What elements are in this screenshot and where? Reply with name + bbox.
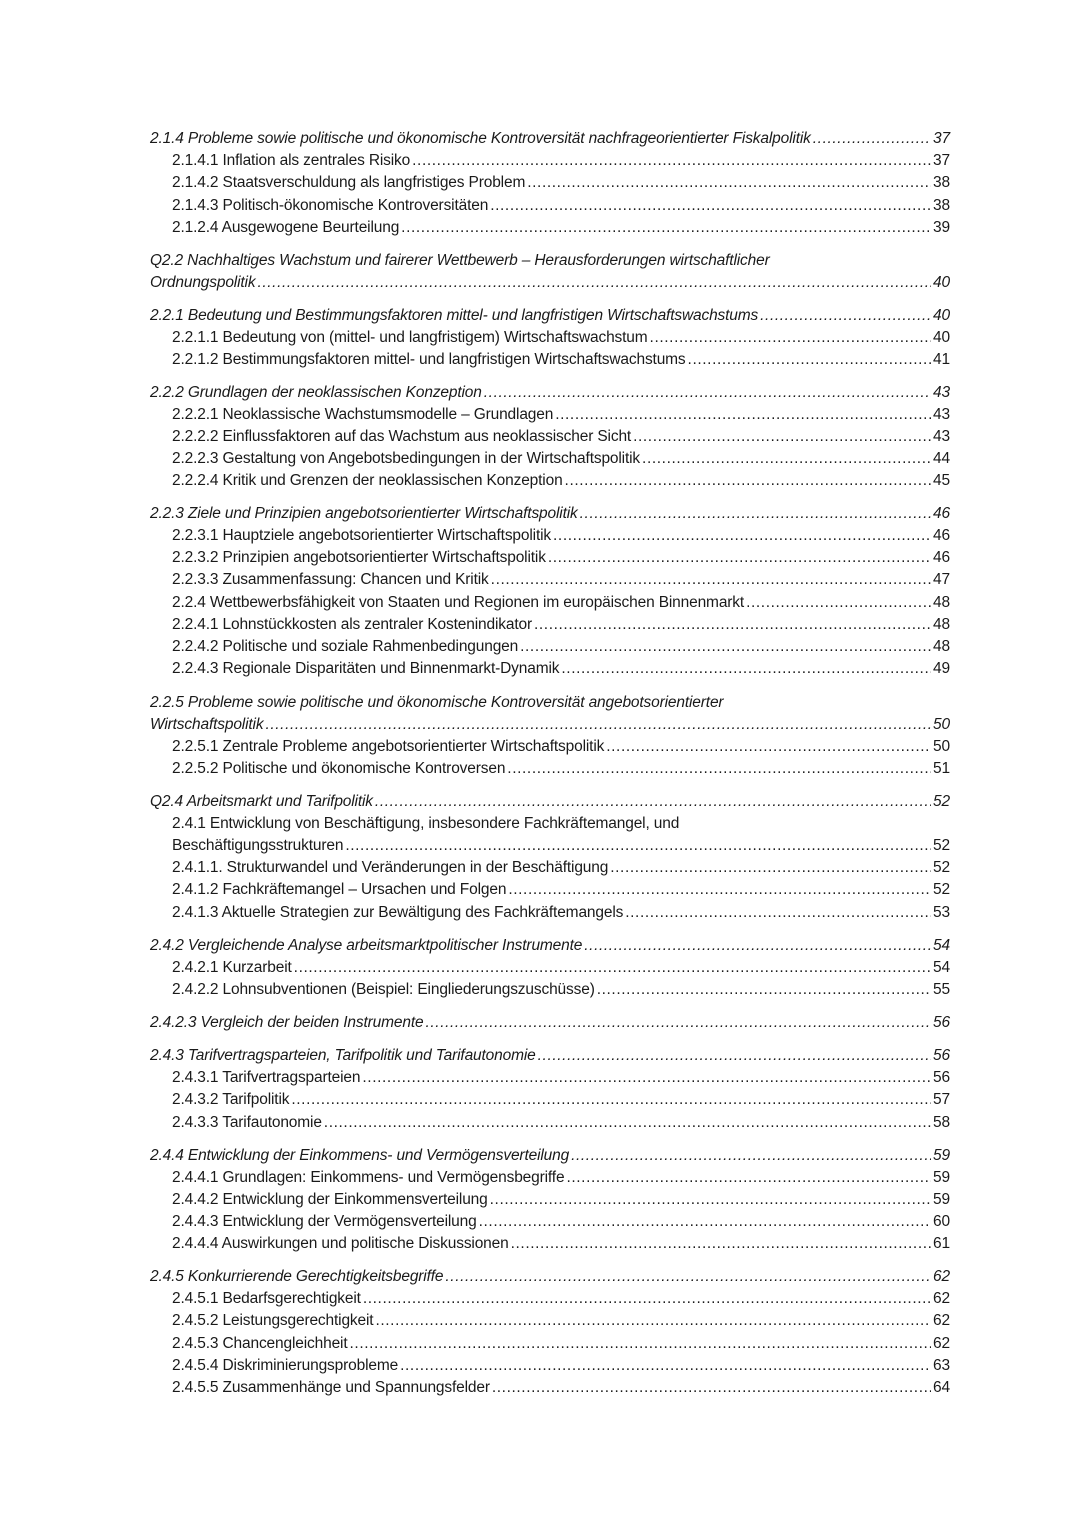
dot-leader: [324, 1112, 931, 1134]
toc-entry-title: 2.2.2.2 Einflussfaktoren auf das Wachstum aus neoklassischer Sicht: [172, 428, 632, 445]
toc-entry-page-number: 52: [933, 793, 950, 810]
toc-sub-entry: [172, 448, 950, 470]
toc-entry-title: 2.4.1.2 Fachkräftemangel – Ursachen und Folgen: [172, 881, 507, 898]
toc-entry-title: 2.2.2.4 Kritik und Grenzen der neoklassischen Konzeption: [172, 472, 563, 489]
toc-entry-title: 2.1.4.1 Inflation als zentrales Risiko: [172, 152, 411, 169]
dot-leader: [491, 569, 931, 591]
toc-sub-entry: [172, 217, 950, 239]
toc-entry-page-number: 47: [933, 571, 950, 588]
toc-entry-page-number: 59: [933, 1169, 950, 1186]
toc-entry-title: 2.4.5 Konkurrierende Gerechtigkeitsbegriffe: [150, 1268, 444, 1285]
toc-entry-title: 2.4.4.4 Auswirkungen und politische Diskussionen: [172, 1235, 509, 1252]
toc-sub-entry: [172, 470, 950, 492]
toc-entry-title: 2.4.3.3 Tarifautonomie: [172, 1114, 322, 1131]
dot-leader: [534, 614, 931, 636]
dot-leader: [294, 957, 931, 979]
toc-sub-entry: [172, 1067, 950, 1089]
toc-sub-entry: [172, 658, 950, 680]
dot-leader: [490, 195, 931, 217]
dot-leader: [571, 1145, 931, 1167]
toc-sub-entry: [172, 547, 950, 569]
toc-sub-entry: [172, 835, 950, 857]
toc-entry-page-number: 56: [933, 1069, 950, 1086]
dot-leader: [508, 879, 931, 901]
toc-sub-entry: [172, 1189, 950, 1211]
toc-entry-title: 2.2.1.2 Bestimmungsfaktoren mittel- und langfristigen Wirtschaftswachstums: [172, 351, 686, 368]
dot-leader: [445, 1266, 931, 1288]
toc-heading-entry: [150, 692, 950, 714]
toc-entry-page-number: 40: [933, 274, 950, 291]
toc-heading-entry: [150, 305, 950, 327]
dot-leader: [580, 503, 931, 525]
toc-sub-entry: [172, 636, 950, 658]
toc-entry-title: 2.2.4 Wettbewerbsfähigkeit von Staaten und Regionen im europäischen Binnenmarkt: [172, 594, 745, 611]
toc-sub-entry: [172, 813, 950, 835]
toc-entry-page-number: 54: [933, 959, 950, 976]
toc-heading-entry: [150, 503, 950, 525]
toc-entry-page-number: 59: [933, 1147, 950, 1164]
dot-leader: [584, 935, 931, 957]
dot-leader: [555, 404, 931, 426]
toc-entry-title: 2.4.1.3 Aktuelle Strategien zur Bewältigung des Fachkräftemangels: [172, 904, 624, 921]
toc-entry-page-number: 48: [933, 594, 950, 611]
toc-entry-title: 2.4.1.1. Strukturwandel und Veränderungen in der Beschäftigung: [172, 859, 609, 876]
toc-entry-title: Beschäftigungsstrukturen: [172, 837, 344, 854]
toc-entry-title: 2.4.2.3 Vergleich der beiden Instrumente: [150, 1014, 424, 1031]
toc-sub-entry: [172, 1211, 950, 1233]
toc-heading-entry: [150, 935, 950, 957]
toc-sub-entry: [172, 1377, 950, 1399]
toc-entry-title: 2.4.5.2 Leistungsgerechtigkeit: [172, 1312, 374, 1329]
toc-sub-entry: [172, 404, 950, 426]
toc-entry-title: 2.4.5.1 Bedarfsgerechtigkeit: [172, 1290, 361, 1307]
toc-entry-title: Wirtschaftspolitik: [150, 716, 264, 733]
toc-entry-title: 2.2.3.2 Prinzipien angebotsorientierter Wirtschaftspolitik: [172, 549, 546, 566]
toc-sub-entry: [172, 1355, 950, 1377]
toc-entry-title: 2.2.4.1 Lohnstückkosten als zentraler Kostenindikator: [172, 616, 532, 633]
toc-entry-title: 2.4.4.1 Grundlagen: Einkommens- und Vermögensbegriffe: [172, 1169, 565, 1186]
toc-entry-page-number: 63: [933, 1357, 950, 1374]
toc-entry-page-number: 64: [933, 1379, 950, 1396]
toc-entry-title: 2.4.1 Entwicklung von Beschäftigung, insbesondere Fachkräftemangel, und: [172, 815, 680, 832]
dot-leader: [746, 592, 931, 614]
toc-entry-title: 2.2.5.1 Zentrale Probleme angebotsorientierter Wirtschaftspolitik: [172, 738, 605, 755]
toc-sub-entry: [172, 1112, 950, 1134]
toc-entry-page-number: 43: [933, 384, 950, 401]
dot-leader: [400, 1355, 931, 1377]
toc-entry-page-number: 62: [933, 1268, 950, 1285]
toc-heading-entry: [150, 1012, 950, 1034]
toc-sub-entry: [172, 592, 950, 614]
dot-leader: [484, 382, 931, 404]
toc-entry-title: 2.2.3 Ziele und Prinzipien angebotsorientierter Wirtschaftspolitik: [150, 505, 578, 522]
toc-sub-entry: [172, 979, 950, 1001]
toc-entry-page-number: 40: [933, 307, 950, 324]
toc-entry-title: 2.4.3.2 Tarifpolitik: [172, 1091, 290, 1108]
toc-heading-entry: [150, 1045, 950, 1067]
toc-entry-title: 2.2.5.2 Politische und ökonomische Kontroversen: [172, 760, 506, 777]
toc-entry-title: 2.4.5.4 Diskriminierungsprobleme: [172, 1357, 399, 1374]
toc-entry-page-number: 43: [933, 428, 950, 445]
dot-leader: [610, 857, 931, 879]
toc-entry-page-number: 45: [933, 472, 950, 489]
toc-entry-title: 2.4.2 Vergleichende Analyse arbeitsmarktpolitischer Instrumente: [150, 937, 583, 954]
toc-entry-title: 2.4.4.3 Entwicklung der Vermögensverteilung: [172, 1213, 477, 1230]
toc-entry-page-number: 62: [933, 1290, 950, 1307]
dot-leader: [490, 1189, 931, 1211]
toc-entry-page-number: 40: [933, 329, 950, 346]
toc-heading-entry: [150, 1145, 950, 1167]
toc-entry-page-number: 56: [933, 1047, 950, 1064]
toc-entry-page-number: 39: [933, 219, 950, 236]
toc-entry-page-number: 48: [933, 638, 950, 655]
toc-entry-title: Q2.2 Nachhaltiges Wachstum und fairerer Wettbewerb – Herausforderungen wirtschaftlicher: [150, 252, 770, 269]
dot-leader: [291, 1089, 931, 1111]
toc-heading-entry: [150, 128, 950, 150]
toc-heading-entry: [150, 791, 950, 813]
dot-leader: [479, 1211, 931, 1233]
toc-entry-title: 2.2.2.1 Neoklassische Wachstumsmodelle – Grundlagen: [172, 406, 554, 423]
toc-sub-entry: [172, 327, 950, 349]
toc-entry-title: 2.2.3.1 Hauptziele angebotsorientierter Wirtschaftspolitik: [172, 527, 551, 544]
toc-sub-entry: [172, 879, 950, 901]
toc-entry-page-number: 48: [933, 616, 950, 633]
toc-entry-title: 2.2.2.3 Gestaltung von Angebotsbedingungen in der Wirtschaftspolitik: [172, 450, 641, 467]
toc-sub-entry: [172, 349, 950, 371]
toc-heading-entry: [150, 250, 950, 272]
toc-entry-page-number: 46: [933, 505, 950, 522]
dot-leader: [265, 714, 931, 736]
toc-entry-title: Q2.4 Arbeitsmarkt und Tarifpolitik: [150, 793, 373, 810]
toc-entry-page-number: 58: [933, 1114, 950, 1131]
dot-leader: [350, 1333, 932, 1355]
dot-leader: [633, 426, 931, 448]
toc-entry-page-number: 52: [933, 881, 950, 898]
toc-sub-entry: [172, 172, 950, 194]
toc-sub-entry: [172, 1089, 950, 1111]
dot-leader: [688, 349, 932, 371]
dot-leader: [597, 979, 931, 1001]
toc-sub-entry: [172, 150, 950, 172]
toc-entry-title: Ordnungspolitik: [150, 274, 256, 291]
dot-leader: [527, 172, 931, 194]
toc-entry-title: 2.2.1.1 Bedeutung von (mittel- und langfristigem) Wirtschaftswachstum: [172, 329, 648, 346]
dot-leader: [566, 1167, 931, 1189]
toc-entry-page-number: 60: [933, 1213, 950, 1230]
toc-entry-page-number: 52: [933, 859, 950, 876]
dot-leader: [425, 1012, 931, 1034]
dot-leader: [760, 305, 931, 327]
toc-sub-entry: [172, 525, 950, 547]
toc-entry-title: 2.4.3 Tarifvertragsparteien, Tarifpolitik und Tarifautonomie: [150, 1047, 536, 1064]
toc-entry-page-number: 37: [933, 152, 950, 169]
toc-sub-entry: [172, 1333, 950, 1355]
toc-sub-entry: [172, 426, 950, 448]
toc-entry-page-number: 46: [933, 527, 950, 544]
toc-sub-entry: [172, 1233, 950, 1255]
dot-leader: [553, 525, 931, 547]
toc-entry-page-number: 54: [933, 937, 950, 954]
toc-sub-entry: [172, 195, 950, 217]
toc-heading-entry: [150, 382, 950, 404]
toc-entry-title: 2.2.2 Grundlagen der neoklassischen Konzeption: [150, 384, 482, 401]
dot-leader: [520, 636, 931, 658]
toc-entry-page-number: 62: [933, 1312, 950, 1329]
toc-entry-page-number: 57: [933, 1091, 950, 1108]
dot-leader: [511, 1233, 931, 1255]
toc-entry-page-number: 37: [933, 130, 950, 147]
dot-leader: [345, 835, 931, 857]
toc-entry-page-number: 49: [933, 660, 950, 677]
dot-leader: [375, 791, 931, 813]
dot-leader: [362, 1067, 931, 1089]
dot-leader: [813, 128, 931, 150]
dot-leader: [375, 1310, 931, 1332]
toc-entry-page-number: 41: [933, 351, 950, 368]
dot-leader: [548, 547, 931, 569]
toc-entry-page-number: 50: [933, 738, 950, 755]
dot-leader: [492, 1377, 931, 1399]
toc-entry-title: 2.2.4.3 Regionale Disparitäten und Binnenmarkt-Dynamik: [172, 660, 560, 677]
toc-entry-page-number: 55: [933, 981, 950, 998]
toc-sub-entry: [172, 569, 950, 591]
dot-leader: [257, 272, 931, 294]
toc-entry-page-number: 50: [933, 716, 950, 733]
toc-entry-page-number: 53: [933, 904, 950, 921]
toc-entry-title: 2.1.4.3 Politisch-ökonomische Kontroversitäten: [172, 197, 489, 214]
toc-sub-entry: [172, 957, 950, 979]
toc-entry-page-number: 38: [933, 174, 950, 191]
toc-entry-title: 2.4.2.2 Lohnsubventionen (Beispiel: Eingliederungszuschüsse): [172, 981, 595, 998]
toc-sub-entry: [172, 1310, 950, 1332]
toc-entry-page-number: 43: [933, 406, 950, 423]
dot-leader: [401, 217, 931, 239]
toc-sub-entry: [172, 857, 950, 879]
dot-leader: [565, 470, 932, 492]
toc-entry-title: 2.2.4.2 Politische und soziale Rahmenbedingungen: [172, 638, 519, 655]
toc-entry-title: 2.1.2.4 Ausgewogene Beurteilung: [172, 219, 400, 236]
toc-sub-entry: [172, 1167, 950, 1189]
toc-entry-title: 2.1.4.2 Staatsverschuldung als langfristiges Problem: [172, 174, 526, 191]
dot-leader: [561, 658, 931, 680]
toc-entry-page-number: 56: [933, 1014, 950, 1031]
toc-heading-entry: [150, 272, 950, 294]
toc-entry-page-number: 62: [933, 1335, 950, 1352]
toc-heading-entry: [150, 714, 950, 736]
toc-entry-title: 2.2.1 Bedeutung und Bestimmungsfaktoren mittel- und langfristigen Wirtschaftswachstums: [150, 307, 759, 324]
toc-sub-entry: [172, 736, 950, 758]
toc-entry-page-number: 51: [933, 760, 950, 777]
toc-entry-title: 2.4.4 Entwicklung der Einkommens- und Vermögensverteilung: [150, 1147, 570, 1164]
toc-entry-page-number: 38: [933, 197, 950, 214]
toc-sub-entry: [172, 758, 950, 780]
toc-entry-title: 2.4.4.2 Entwicklung der Einkommensverteilung: [172, 1191, 488, 1208]
toc-entry-title: 2.4.3.1 Tarifvertragsparteien: [172, 1069, 361, 1086]
toc-entry-title: 2.2.5 Probleme sowie politische und ökonomische Kontroversität angebotsorientierter: [150, 694, 724, 711]
dot-leader: [507, 758, 931, 780]
toc-heading-entry: [150, 1266, 950, 1288]
toc-entry-title: 2.1.4 Probleme sowie politische und ökonomische Kontroversität nachfrageorientierter Fiskalpolitik: [150, 130, 811, 147]
dot-leader: [412, 150, 931, 172]
dot-leader: [650, 327, 932, 349]
toc-entry-title: 2.2.3.3 Zusammenfassung: Chancen und Kritik: [172, 571, 489, 588]
toc-entry-page-number: 61: [933, 1235, 950, 1252]
dot-leader: [606, 736, 931, 758]
toc-entry-title: 2.4.5.3 Chancengleichheit: [172, 1335, 348, 1352]
dot-leader: [625, 902, 931, 924]
toc-sub-entry: [172, 902, 950, 924]
toc-sub-entry: [172, 1288, 950, 1310]
toc-entry-title: 2.4.5.5 Zusammenhänge und Spannungsfelder: [172, 1379, 490, 1396]
dot-leader: [538, 1045, 931, 1067]
dot-leader: [363, 1288, 931, 1310]
toc-entry-page-number: 52: [933, 837, 950, 854]
toc-sub-entry: [172, 614, 950, 636]
toc-entry-page-number: 59: [933, 1191, 950, 1208]
dot-leader: [642, 448, 931, 470]
toc-entry-title: 2.4.2.1 Kurzarbeit: [172, 959, 292, 976]
toc-entry-page-number: 46: [933, 549, 950, 566]
toc-entry-page-number: 44: [933, 450, 950, 467]
